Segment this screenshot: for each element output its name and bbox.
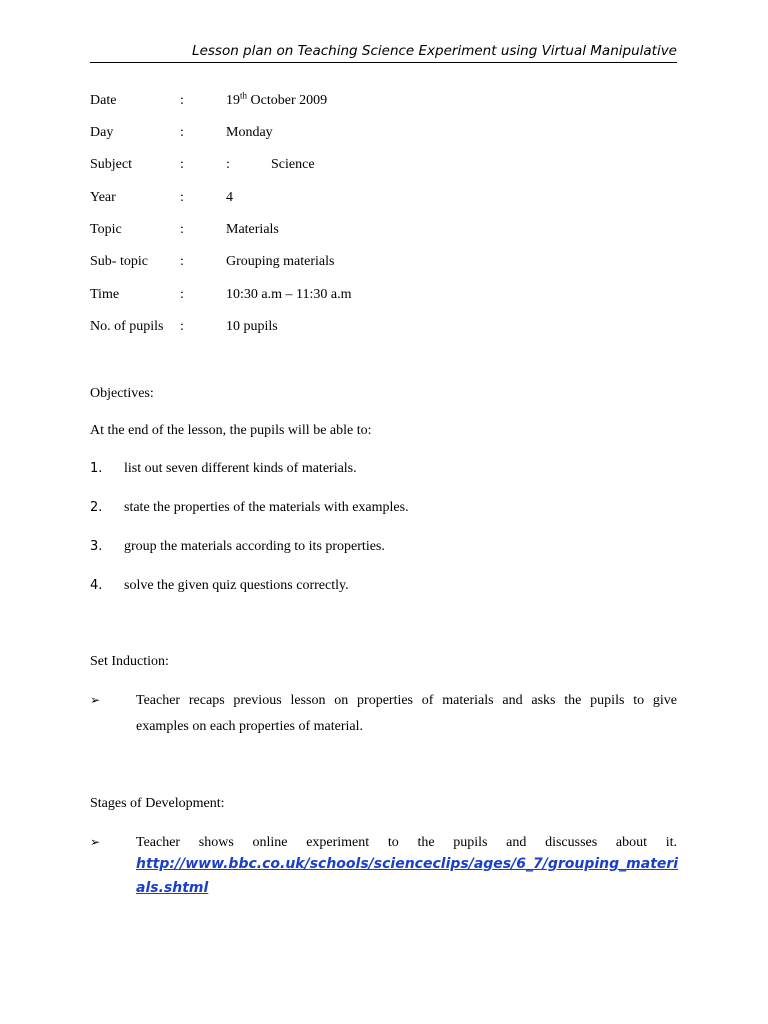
objective-number: 4. [90, 578, 103, 593]
year-colon: : [180, 190, 184, 205]
objective-number: 1. [90, 461, 103, 476]
time-value: 10:30 a.m – 11:30 a.m [226, 287, 352, 302]
topic-value: Materials [226, 222, 279, 237]
objectives-intro: At the end of the lesson, the pupils will be able to: [90, 423, 372, 438]
subject-colon: : [180, 157, 184, 172]
subtopic-value: Grouping materials [226, 254, 335, 269]
objective-text: state the properties of the materials with examples. [124, 500, 409, 515]
arrow-bullet-icon: ➢ [90, 693, 101, 707]
pupils-label: No. of pupils [90, 319, 164, 334]
subtopic-label: Sub- topic [90, 254, 148, 269]
pupils-value: 10 pupils [226, 319, 278, 334]
set-induction-heading: Set Induction: [90, 654, 169, 669]
day-colon: : [180, 125, 184, 140]
stages-line: Teacher shows online experiment to the pupils and discusses about it. [136, 835, 677, 850]
subject-extra-colon: : [226, 157, 230, 172]
subtopic-colon: : [180, 254, 184, 269]
set-induction-bullet [90, 690, 677, 742]
date-value: 19th October 2009 [226, 90, 328, 108]
time-colon: : [180, 287, 184, 302]
set-induction-line: examples on each properties of material. [136, 719, 364, 734]
set-induction-line: Teacher recaps previous lesson on properties of materials and asks the pupils to give [136, 693, 677, 708]
experiment-link-continued[interactable]: als.shtml [136, 880, 209, 896]
topic-colon: : [180, 222, 184, 237]
objective-number: 2. [90, 500, 103, 515]
day-label: Day [90, 125, 114, 140]
objective-text: group the materials according to its properties. [124, 539, 385, 554]
arrow-bullet-icon: ➢ [90, 835, 101, 849]
objective-text: solve the given quiz questions correctly. [124, 578, 349, 593]
year-label: Year [90, 190, 116, 205]
subject-value: Science [271, 157, 315, 172]
stages-heading: Stages of Development: [90, 796, 225, 811]
pupils-colon: : [180, 319, 184, 334]
day-value: Monday [226, 125, 273, 140]
objective-number: 3. [90, 539, 103, 554]
experiment-link[interactable]: http://www.bbc.co.uk/schools/scienceclips/ages/6_7/grouping_materi [136, 856, 679, 872]
stages-bullet [90, 832, 677, 904]
date-colon: : [180, 93, 184, 108]
objective-text: list out seven different kinds of materials. [124, 461, 357, 476]
objectives-heading: Objectives: [90, 386, 154, 401]
document-header: Lesson plan on Teaching Science Experiment using Virtual Manipulative [90, 43, 677, 63]
date-label: Date [90, 93, 117, 108]
time-label: Time [90, 287, 120, 302]
topic-label: Topic [90, 222, 122, 237]
subject-label: Subject [90, 157, 132, 172]
year-value: 4 [226, 190, 233, 205]
